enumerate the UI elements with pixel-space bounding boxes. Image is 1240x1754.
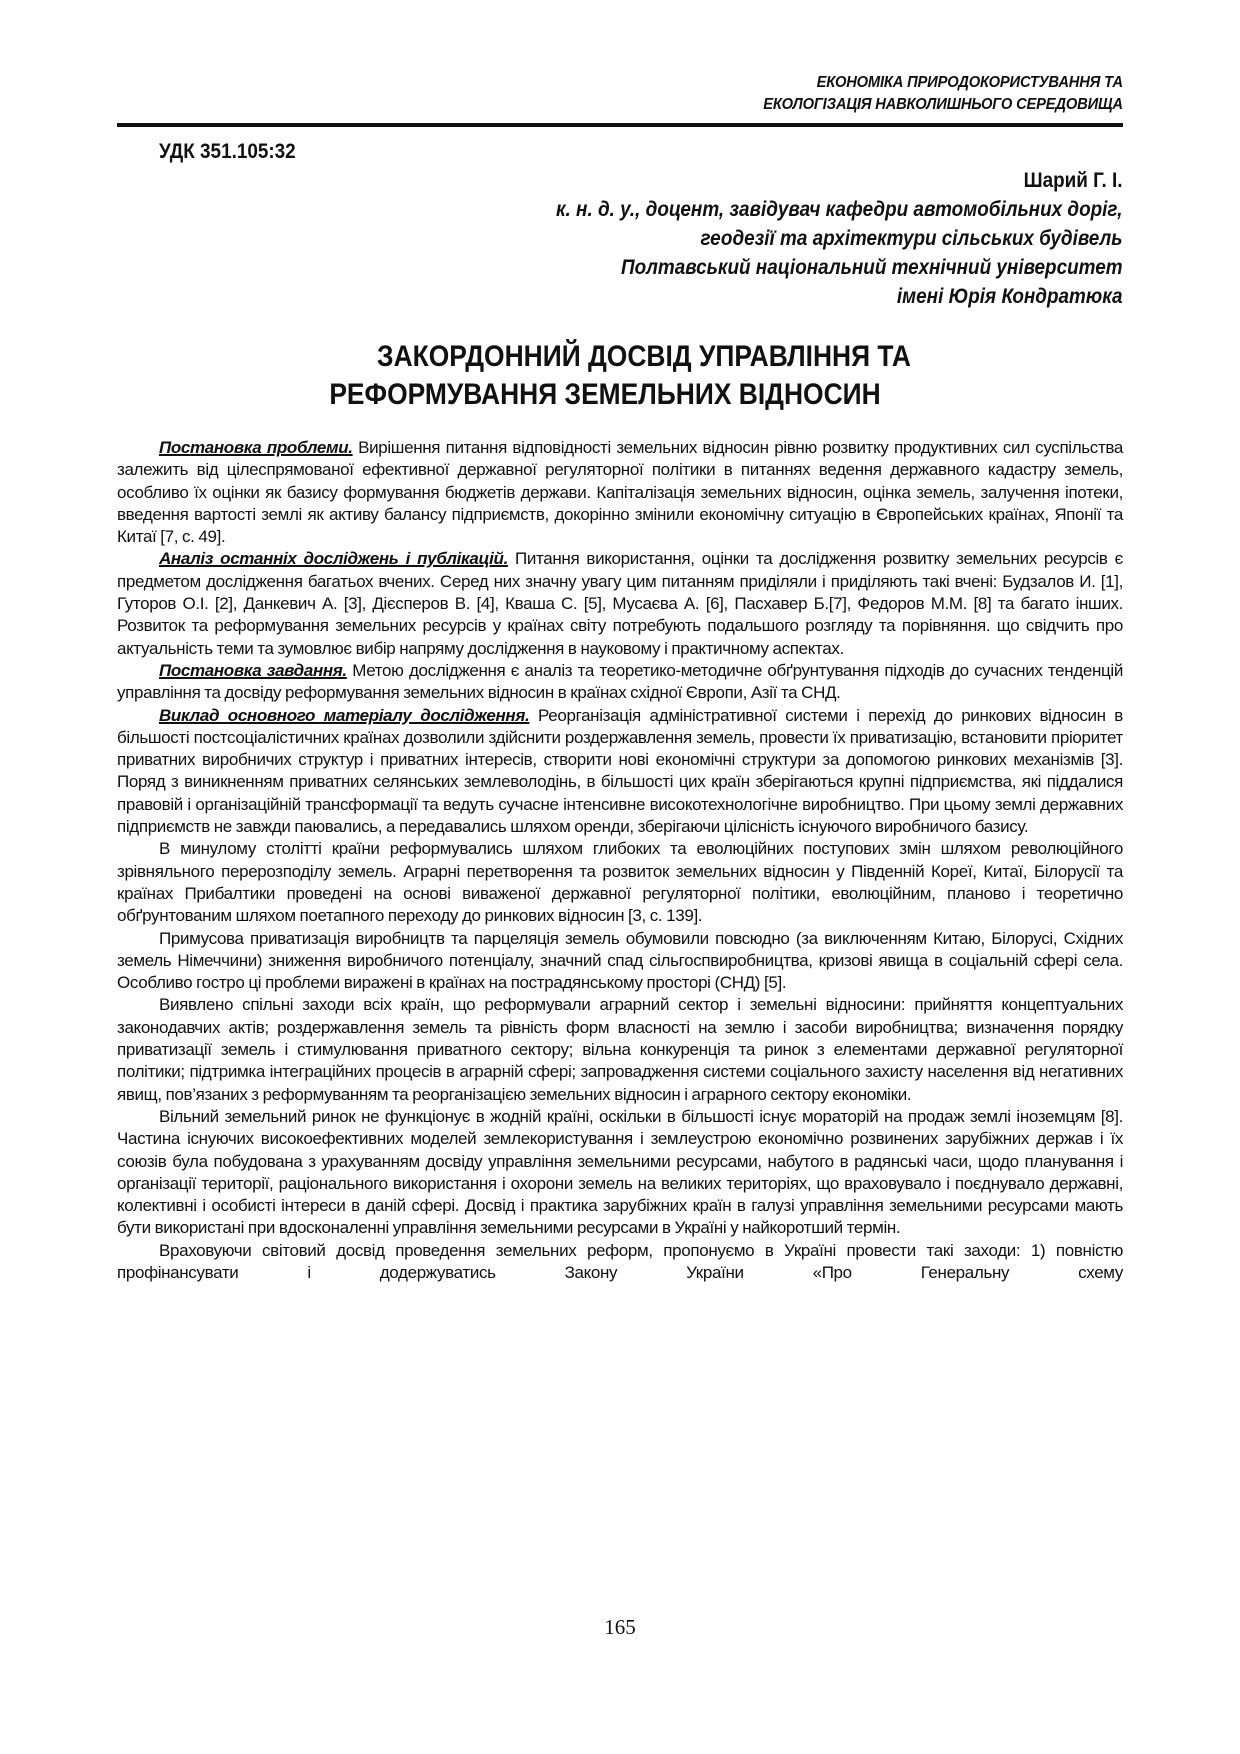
author-affiliation-line: к. н. д. у., доцент, завідувач кафедри автомобільних доріг, — [556, 198, 1123, 221]
udc-code: УДК 351.105:32 — [159, 140, 296, 163]
paragraph — [117, 928, 1123, 995]
paragraph-text: Враховуючи світовий досвід проведення земельних реформ, пропонуємо в Україні провести такі заходи: 1) повністю профінансувати і додержуватись Закону України «Про Генеральну схему — [117, 1240, 1123, 1282]
running-head-line-1: ЕКОНОМІКА ПРИРОДОКОРИСТУВАННЯ ТА — [816, 74, 1123, 91]
paragraph-text: Питання використання, оцінки та дослідження розвитку земельних ресурсів є предметом дослідження багатьох вчених. Серед них значну увагу цим питанням приділяли і приділяють такі вчені: Будзалов И. [1], Гуторов О.І. [2], Данкевич А. [3], Дієсперов В. [4], Кваша С. [5], Мусаєва А. [6], Пасхавер Б.[7], Федоров М.М. [8] та багато інших. Розвиток та реформування земельних ресурсів у країнах світу потребують подальшого розгляду та порівняння. що свідчить про актуальність теми та зумовлює вибір напряму дослідження в науковому і практичному аспектах. — [117, 549, 1123, 658]
paragraph-text: Вирішення питання відповідності земельних відносин рівню розвитку продуктивних сил суспільства залежить від цілеспрямованої ефективної державної регуляторної політики в питаннях ведення державного кадастру земель, особливо їх оцінки як базису формування бюджетів держави. Капіталізація земельних відносин, оцінка земель, залучення іпотеки, введення вартості землі як активу балансу підприємств, докорінно змінили економічну ситуацію в Європейських країнах, Японії та Китаї [7, с. 49]. — [117, 438, 1123, 547]
title-line-2: РЕФОРМУВАННЯ ЗЕМЕЛЬНИХ ВІДНОСИН — [329, 378, 881, 411]
paragraph — [117, 838, 1123, 927]
section-lead: Постановка проблеми. — [159, 438, 353, 457]
author-name: Шарий Г. І. — [1024, 169, 1123, 192]
page-number: 165 — [604, 1615, 636, 1639]
paragraph — [117, 1106, 1123, 1240]
section-lead: Постановка завдання. — [159, 660, 347, 680]
paragraph-text: Виявлено спільні заходи всіх країн, що реформували аграрний сектор і земельні відносини: прийняття концептуальних законодавчих актів; роздержавлення земель та рівність форм власності на землю і засоби виробництва; визначення порядку приватизації земель і стимулювання приватного сектору; вільна конкуренція та ринок з елементами державної регуляторної політики; підтримка інтеграційних процесів в аграрній сфері; запровадження системи соціального захисту населення від негативних явищ, пов’язаних з реформуванням та реорганізацією земельних відносин і аграрного сектору економіки. — [117, 995, 1123, 1104]
section-lead: Аналіз останніх досліджень і публікацій. — [159, 549, 508, 569]
paragraph — [117, 1240, 1123, 1285]
author-block — [493, 166, 1123, 311]
paragraph — [117, 660, 1123, 705]
paragraph-text: Метою дослідження є аналіз та теоретико-методичне обґрунтування підходів до сучасних тенденцій управління та досвіду реформування земельних відносин в країнах східної Європи, Азії та СНД. — [117, 660, 1123, 703]
paragraph-text: Вільний земельний ринок не функціонує в жодній країні, оскільки в більшості існує мораторій на продаж землі іноземцям [8]. Частина існуючих високоефективних моделей землекористування і землеустрою економічно розвинених зарубіжних держав і їх союзів була побудована з урахуванням досвіду управління земельними ресурсами, набутого в радянські часи, щодо планування і організації території, раціонального використання і охорони земель на великих територіях, що враховувало і поєднувало державні, колективні і особисті інтереси в даній сфері. Досвід і практика зарубіжних країн в галузі управління земельними ресурсами мають бути використані при вдосконаленні управління земельними ресурсами в Україні у найкоротший термін. — [117, 1106, 1123, 1238]
paragraph-text: Примусова приватизація виробництв та парцеляція земель обумовили повсюдно (за виключенням Китаю, Білорусі, Східних земель Німеччини) зниження виробничого потенціалу, значний спад сільгоспвиробництва, кризові явища в соціальній сфері села. Особливо гостро ці проблеми виражені в країнах на пострадянському просторі (СНД) [5]. — [117, 928, 1123, 993]
running-head-line-2: ЕКОЛОГІЗАЦІЯ НАВКОЛИШНЬОГО СЕРЕДОВИЩА — [763, 96, 1123, 113]
section-lead: Виклад основного матеріалу дослідження. — [159, 705, 530, 725]
author-affiliation-line: Полтавський національний технічний університет — [621, 256, 1123, 279]
author-affiliation-line: геодезії та архітектури сільських будівель — [701, 227, 1123, 250]
paragraph — [117, 705, 1123, 839]
journal-page — [117, 0, 1123, 1754]
paragraph-text: Реорганізація адміністративної системи і перехід до ринкових відносин в більшості постсоціалістичних країнах дозволили здійснити роздержавлення земель, провести їх приватизацію, встановити пріоритет приватних виробничих структур і приватних інтересів, створити нові економічні структури за допомогою ринкових механізмів [3]. Поряд з виникненням приватних селянських землеволодінь, в більшості цих країн зберігаються крупні підприємства, які піддалися правовій і організаційній трансформації та ведуть сучасне інтенсивне високотехнологічне виробництво. При цьому землі державних підприємств не завжди паювались, а передавались шляхом оренди, зберігаючи цілісність існуючого виробничого базису. — [117, 705, 1123, 837]
header-rule — [117, 123, 1123, 127]
article-title — [117, 338, 1123, 414]
article-body — [117, 437, 1123, 1284]
paragraph — [117, 994, 1123, 1105]
paragraph — [117, 548, 1123, 659]
running-head — [763, 72, 1123, 116]
author-affiliation-line: імені Юрія Кондратюка — [897, 285, 1123, 308]
title-line-1: ЗАКОРДОННИЙ ДОСВІД УПРАВЛІННЯ ТА — [377, 340, 911, 373]
paragraph-text: В минулому столітті країни реформувались шляхом глибоких та еволюційних поступових змін шляхом революційного зрівняльного перерозподілу земель. Аграрні перетворення та розвиток земельних відносин у Південній Кореї, Китаї, Білорусії та країнах Прибалтики проведені на основі виваженої державної регуляторної політики, еволюційним, планово і теоретично обґрунтованим шляхом поетапного переходу до ринкових відносин [3, с. 139]. — [117, 839, 1123, 926]
paragraph — [117, 437, 1123, 548]
